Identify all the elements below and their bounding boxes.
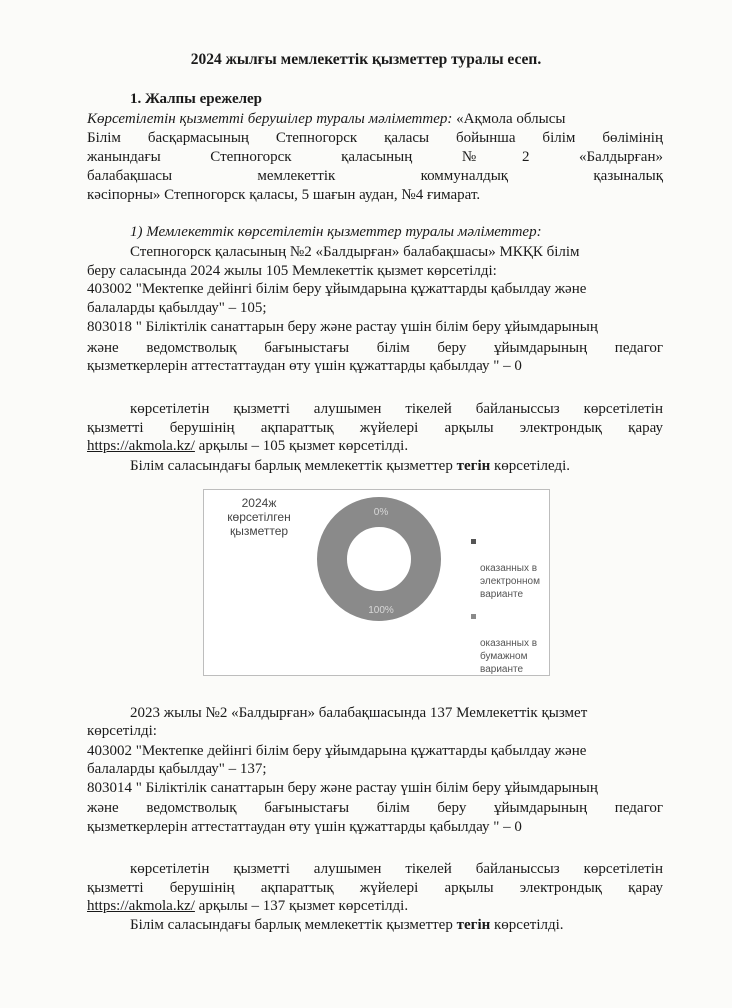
provider-line4: балабақшасы мемлекеттік коммуналдық қазыналық — [87, 168, 663, 184]
services-2023-electronic-line1: көрсетілетін қызметті алушымен тікелей байланыссыз көрсетілетін — [130, 861, 663, 877]
services-2023-free-note — [130, 917, 564, 934]
section-heading: 1. Жалпы ережелер — [130, 91, 263, 107]
donut-value-label-1: 100% — [368, 605, 394, 616]
document-title: 2024 жылғы мемлекеттік қызметтер туралы есеп. — [190, 51, 542, 68]
provider-line3: жанындағы Степногорск қаласының №2 «Балдырған» — [87, 149, 663, 165]
provider-line5: кәсіпорны» Степногорск қаласы, 5 шағын аудан, №4 ғимарат. — [87, 187, 481, 203]
services-2023-item2-line2: және ведомстволық бағыныстағы білім беру ұйымдарының педагог — [87, 800, 663, 816]
services-heading: 1) Мемлекеттік көрсетілетін қызметтер туралы мәліметтер: — [130, 224, 542, 240]
services-2024-free-note — [130, 458, 570, 475]
legend-label-electronic: оказанных в электронном варианте — [480, 563, 540, 600]
services-2024-intro2: беру саласында 2024 жылы 105 Мемлекеттік қызмет көрсетілді: — [87, 263, 497, 279]
services-2023-electronic-line3 — [87, 898, 408, 915]
free-note-text: Білім саласындағы барлық мемлекеттік қызметтер — [130, 458, 453, 474]
services-2024-item2-line3: қызметкерлерін аттестаттаудан өту үшін құжаттарды қабылдау " – 0 — [87, 358, 522, 374]
services-2024-electronic-line3 — [87, 438, 408, 455]
services-2023-item2-line3: қызметкерлерін аттестаттаудан өту үшін құжаттарды қабылдау " – 0 — [87, 819, 522, 835]
donut-value-label-0: 0% — [373, 507, 389, 518]
legend-swatch-paper — [471, 614, 476, 619]
services-2023-intro2: көрсетілді: — [87, 723, 157, 739]
services-2024-electronic-line2: қызметті берушінің ақпараттық жүйелері арқылы электрондық қарау — [87, 420, 663, 436]
services-2023-electronic-line2: қызметті берушінің ақпараттық жүйелері арқылы электрондық қарау — [87, 880, 663, 896]
services-2023-intro1: 2023 жылы №2 «Балдырған» балабақшасында 137 Мемлекеттік қызмет — [130, 705, 588, 721]
services-2024-electronic-line1: көрсетілетін қызметті алушымен тікелей байланыссыз көрсетілетін — [130, 401, 663, 417]
services-2023-item2-line1: 803014 " Біліктілік санаттарын беру және растау үшін білім беру ұйымдарының — [87, 780, 598, 796]
free-note-2023-bold: тегін — [456, 917, 491, 933]
services-2023-item1-line2: балаларды қабылдау" – 137; — [87, 761, 267, 777]
provider-label: Көрсетілетін қызметті берушілер туралы мәліметтер: — [87, 111, 453, 127]
free-note-2023-end: көрсетілді. — [494, 917, 564, 933]
legend-item-paper — [471, 611, 551, 676]
free-note-2023-text: Білім саласындағы барлық мемлекеттік қызметтер — [130, 917, 453, 933]
services-2024-item2-line2: және ведомстволық бағыныстағы білім беру ұйымдарының педагог — [87, 340, 663, 356]
free-note-bold: тегін — [456, 458, 491, 474]
provider-line1: «Ақмола облысы — [456, 111, 566, 127]
chart-title: 2024ж көрсетілген қызметтер — [227, 496, 291, 538]
services-2023-electronic-rest: арқылы – 137 қызмет көрсетілді. — [198, 898, 409, 914]
legend-swatch-electronic — [471, 539, 476, 544]
chart-legend — [471, 536, 551, 686]
legend-item-electronic — [471, 536, 551, 601]
services-2024-intro1: Степногорск қаласының №2 «Балдырған» балабақшасы» МКҚК білім — [130, 244, 580, 260]
provider-line2: Білім басқармасының Степногорск қаласы бойынша білім бөлімінің — [87, 130, 663, 146]
donut-slice-1 — [332, 512, 426, 606]
services-2024-item1-line1: 403002 "Мектепке дейінгі білім беру ұйымдарына құжаттарды қабылдау және — [87, 281, 587, 297]
akmola-link-2023[interactable]: https://akmola.kz/ — [87, 898, 195, 914]
akmola-link[interactable]: https://akmola.kz/ — [87, 438, 195, 454]
services-donut-chart — [203, 489, 550, 676]
services-2024-item1-line2: балаларды қабылдау" – 105; — [87, 300, 267, 316]
provider-paragraph — [87, 111, 565, 128]
services-2024-electronic-rest: арқылы – 105 қызмет көрсетілді. — [198, 438, 409, 454]
services-2023-item1-line1: 403002 "Мектепке дейінгі білім беру ұйымдарына құжаттарды қабылдау және — [87, 743, 587, 759]
services-2024-item2-line1: 803018 " Біліктілік санаттарын беру және растау үшін білім беру ұйымдарының — [87, 319, 598, 335]
legend-label-paper: оказанных в бумажном варианте — [480, 638, 538, 675]
free-note-end: көрсетіледі. — [494, 458, 571, 474]
